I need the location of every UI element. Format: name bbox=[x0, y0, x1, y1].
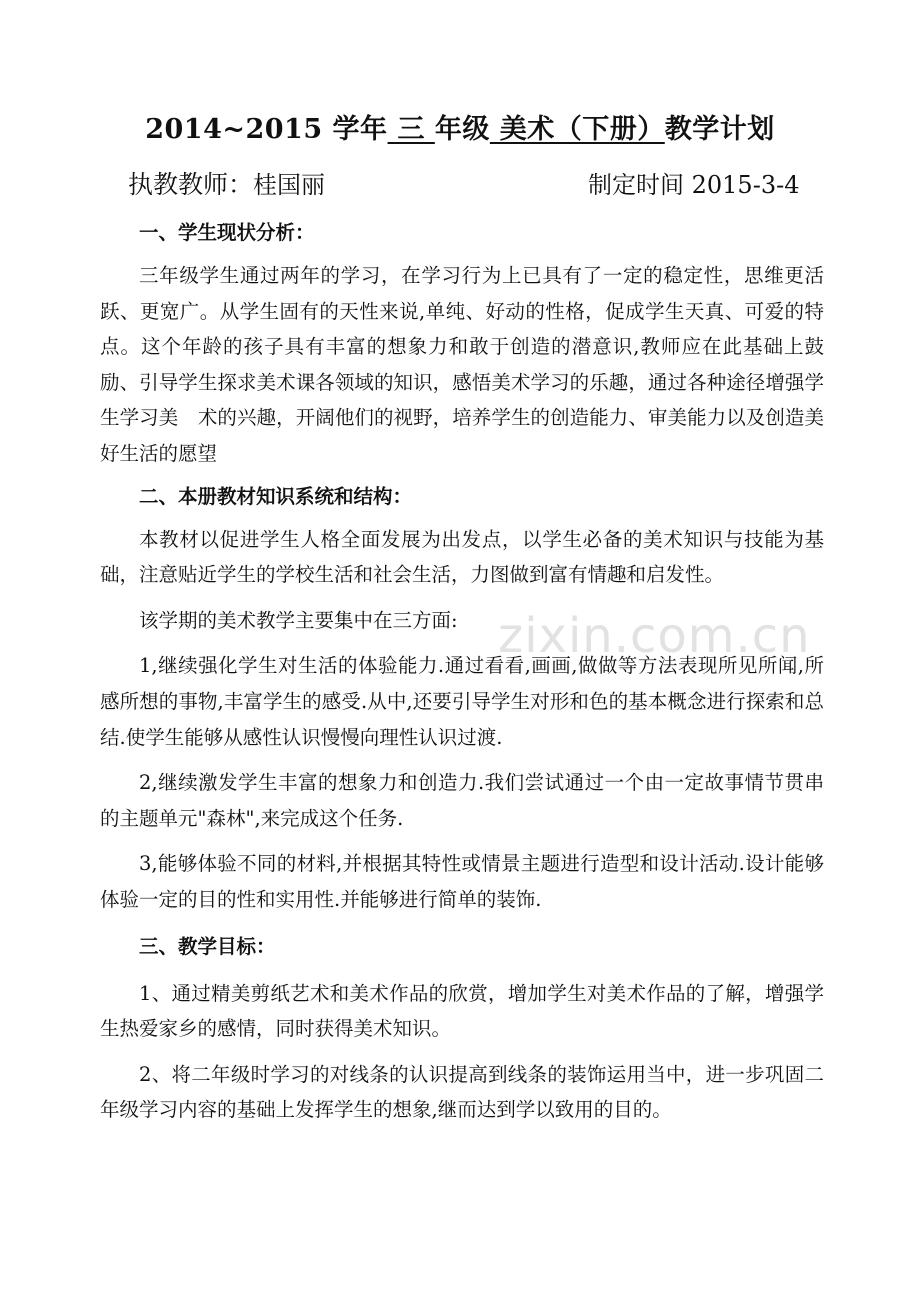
section-heading-textbook-structure: 二、本册教材知识系统和结构： bbox=[139, 484, 413, 508]
title-subject: 美术（下册） bbox=[489, 114, 665, 145]
title-years: 2014~2015 学年 bbox=[145, 114, 388, 145]
document-title bbox=[0, 112, 920, 148]
section-heading-student-analysis: 一、学生现状分析： bbox=[139, 221, 315, 244]
teacher-label: 执教教师： bbox=[128, 170, 254, 199]
paragraph-aspect-1: 1,继续强化学生对生活的体验能力.通过看看,画画,做做等方法表现所见所闻,所感所想的事物,丰富学生的感受.从中,还要引导学生对形和色的基本概念进行探索和总结.使学生能够从感性认识慢慢向理性认识过渡. bbox=[100, 654, 824, 749]
title-grade-word: 年级 bbox=[434, 114, 490, 145]
plan-date: 制定时间 2015-3-4 bbox=[588, 171, 800, 199]
paragraph-student-analysis: 三年级学生通过两年的学习，在学习行为上已具有了一定的稳定性，思维更活跃、更宽广。从学生固有的天性来说,单纯、好动的性格，促成学生天真、可爱的特点。这个年龄的孩子具有丰富的想象力和敢于创造的潜意识,教师应在此基础上鼓励、引导学生探求美术课各领域的知识，感悟美术学习的乐趣，通过各种途径增强学生学习美 术的兴趣，开阔他们的视野，培养学生的创造能力、审美能力以及创造美好生活的愿望 bbox=[100, 264, 824, 465]
document-body bbox=[100, 214, 824, 1128]
teacher-name: 桂国丽 bbox=[253, 171, 326, 199]
section-heading-teaching-goals: 三、教学目标： bbox=[139, 934, 276, 958]
paragraph-textbook-intro: 本教材以促进学生人格全面发展为出发点，以学生必备的美术知识与技能为基础，注意贴近学生的学校生活和社会生活，力图做到富有情趣和启发性。 bbox=[100, 527, 824, 587]
meta-row bbox=[128, 167, 800, 203]
paragraph-aspect-2: 2,继续激发学生丰富的想象力和创造力.我们尝试通过一个由一定故事情节贯串的主题单元"森林",来完成这个任务. bbox=[100, 771, 824, 830]
paragraph-goal-1: 1、通过精美剪纸艺术和美术作品的欣赏，增加学生对美术作品的了解，增强学生热爱家乡的感情，同时获得美术知识。 bbox=[100, 981, 824, 1041]
paragraph-three-aspects: 该学期的美术教学主要集中在三方面: bbox=[139, 608, 458, 632]
paragraph-aspect-3: 3,能够体验不同的材料,并根据其特性或情景主题进行造型和设计活动.设计能够体验一定的目的性和实用性.并能够进行简单的装饰. bbox=[100, 852, 824, 911]
watermark: zixin.com.cn bbox=[498, 608, 811, 664]
title-plan: 教学计划 bbox=[664, 114, 775, 145]
paragraph-goal-2: 2、将二年级时学习的对线条的认识提高到线条的装饰运用当中，进一步巩固二年级学习内容的基础上发挥学生的想象,继而达到学以致用的目的。 bbox=[100, 1062, 824, 1122]
title-grade: 三 bbox=[387, 114, 435, 145]
teacher-info bbox=[128, 167, 325, 203]
